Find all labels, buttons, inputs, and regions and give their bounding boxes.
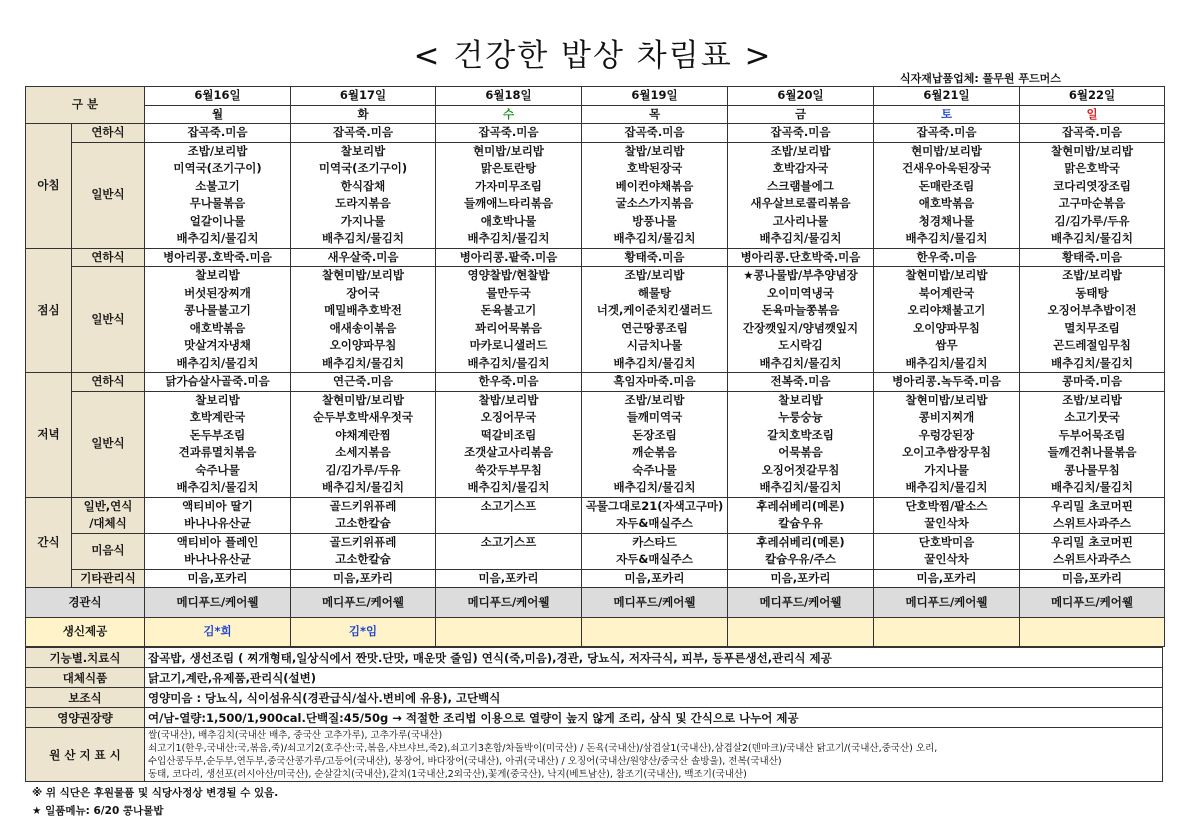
menu-item: 청경채나물 — [918, 213, 975, 228]
menu-item: 배추김치/물김치 — [467, 355, 550, 370]
snack-other-cell: 미음,포카리 — [874, 569, 1020, 588]
menu-item: 찰밥/보리밥 — [478, 392, 539, 407]
menu-item: 가지나물 — [924, 462, 969, 477]
menu-item: 간장깻잎지/양념깻잎지 — [742, 320, 859, 335]
birthday-cell: 김*임 — [291, 618, 436, 647]
date-tue: 6월17일 — [291, 87, 436, 106]
menu-item: 배추김치/물김치 — [905, 355, 988, 370]
menu-item: 해물탕 — [637, 285, 672, 300]
origin-label: 원 산 지 표 시 — [26, 728, 145, 782]
info-text: 여/남-열량:1,500/1,900cal.단백질:45/50g → 적절한 조리법 이용으로 열량이 높지 않게 조리, 삼식 및 간식으로 나누어 제공 — [145, 708, 1163, 728]
menu-item: 돈육불고기 — [480, 303, 537, 317]
menu-item: 후레쉬베리(메론) — [756, 534, 845, 549]
menu-item: 배추김치/물김치 — [1051, 231, 1133, 245]
breakfast-general-cell — [582, 142, 728, 248]
menu-table — [25, 86, 1165, 647]
supplier-label: 식자재납품업체: 풀무원 푸드머스 — [900, 72, 1061, 85]
breakfast-soft-cell: 잡곡죽.미음 — [145, 124, 291, 143]
menu-item: 애호박나물 — [480, 213, 537, 228]
menu-item: 조밥/보리밥 — [624, 392, 685, 407]
menu-item: 애새송이볶음 — [329, 320, 397, 335]
breakfast-general-cell — [291, 142, 436, 248]
menu-item: 찰보리밥 — [195, 392, 240, 407]
menu-item: 도시락김 — [778, 338, 823, 352]
dinner-general-cell — [145, 391, 291, 497]
menu-item: 배추김치/물김치 — [322, 355, 404, 370]
menu-item: 배추김치/물김치 — [905, 480, 988, 494]
day-fri: 금 — [728, 105, 874, 124]
menu-item: 조밥/보리밥 — [1062, 268, 1122, 282]
menu-item: 호박된장국 — [626, 161, 683, 175]
lunch-soft-cell: 한우죽.미음 — [874, 248, 1020, 267]
menu-item: 오징어무국 — [480, 410, 537, 424]
tube-cell: 메디푸드/케어웰 — [728, 588, 874, 618]
menu-item: 방풍나물 — [632, 213, 677, 228]
menu-item: 곡물그대로21(자색고구마) — [585, 498, 724, 513]
menu-item: ★콩나물밥/부추양념장 — [743, 268, 858, 282]
info-label: 대체식품 — [26, 668, 145, 688]
dinner-soft-label: 연하식 — [72, 373, 145, 392]
lunch-general-cell — [436, 267, 582, 373]
info-text: 닭고기,계란,유제품,관리식(설변) — [145, 668, 1163, 688]
lunch-general-label: 일반식 — [72, 267, 145, 373]
menu-item: 오이미역냉국 — [767, 285, 834, 300]
menu-item: 깨순볶음 — [632, 445, 677, 459]
dinner-general-cell — [728, 391, 874, 497]
day-sun: 일 — [1020, 105, 1165, 124]
info-table — [25, 647, 1163, 782]
breakfast-soft-cell: 잡곡죽.미음 — [1020, 124, 1165, 143]
lunch-soft-cell: 병아리콩.팥죽.미음 — [436, 248, 582, 267]
menu-item: 호박계란국 — [189, 410, 246, 424]
birthday-cell — [1020, 618, 1165, 647]
tube-label: 경관식 — [26, 588, 145, 618]
birthday-cell — [582, 618, 728, 647]
menu-item: 쌈무 — [935, 338, 958, 352]
menu-item: 누룽숭늉 — [778, 410, 823, 424]
menu-item: 우렁강된장 — [918, 427, 975, 442]
menu-item: 배추김치/물김치 — [176, 480, 259, 494]
menu-item: 오리야채불고기 — [907, 303, 986, 317]
breakfast-general-cell — [1020, 142, 1165, 248]
menu-item: 애호박볶음 — [918, 196, 975, 210]
menu-item: 조밥/보리밥 — [770, 143, 831, 158]
menu-item: 오이양파무침 — [329, 338, 397, 352]
menu-item: 곤드레절임무침 — [1053, 338, 1131, 352]
menu-item: 조갯살고사리볶음 — [464, 445, 553, 459]
dinner-soft-cell: 연근죽.미음 — [291, 373, 436, 392]
menu-item: 배추김치/물김치 — [176, 355, 259, 370]
snack-general-label-line: /대체식 — [89, 516, 127, 530]
menu-item: 스위트사과주스 — [1053, 516, 1131, 530]
breakfast-soft-cell: 잡곡죽.미음 — [436, 124, 582, 143]
origin-line: 동태, 코다리, 생선포(러시아산/미국산), 순살갈치(국내산),갈치(1국내산,2외국산),꽃게(중국산), 낙지(베트남산), 참조기(국내산), 백조기(국내산) — [148, 768, 747, 780]
breakfast-label: 아침 — [26, 124, 72, 249]
menu-item: 액티비아 딸기 — [182, 498, 253, 513]
dinner-general-cell — [291, 391, 436, 497]
menu-item: 배추김치/물김치 — [322, 480, 404, 494]
menu-item: 후레쉬베리(메론) — [756, 498, 845, 513]
day-wed: 수 — [436, 105, 582, 124]
lunch-soft-label: 연하식 — [72, 248, 145, 267]
menu-item: 들깨건취나물볶음 — [1047, 445, 1137, 459]
special-menu-note: ★ 일품메뉴: 6/20 콩나물밥 — [32, 805, 164, 817]
menu-item: 건새우아욱된장국 — [902, 161, 991, 175]
dinner-soft-cell: 한우죽.미음 — [436, 373, 582, 392]
lunch-soft-cell: 새우살죽.미음 — [291, 248, 436, 267]
dinner-general-label: 일반식 — [72, 391, 145, 497]
breakfast-general-cell — [145, 142, 291, 248]
dinner-soft-cell: 콩마죽.미음 — [1020, 373, 1165, 392]
lunch-general-cell — [582, 267, 728, 373]
menu-item: 현미밥/보리밥 — [473, 143, 544, 158]
tube-cell: 메디푸드/케어웰 — [145, 588, 291, 618]
dinner-general-cell — [874, 391, 1020, 497]
menu-item: 우리밀 초코머핀 — [1051, 498, 1133, 513]
dinner-label: 저녁 — [26, 373, 72, 498]
menu-item: 소세지볶음 — [335, 445, 391, 459]
menu-item: 무나물볶음 — [189, 196, 246, 210]
menu-item: 소고기스프 — [480, 534, 537, 549]
menu-item: 골드키위퓨레 — [329, 498, 397, 513]
day-sat: 토 — [874, 105, 1020, 124]
menu-item: 시금치나물 — [626, 338, 683, 352]
menu-item: 가자미무조림 — [475, 178, 542, 193]
menu-item: 카스타드 — [632, 534, 677, 549]
menu-item: 콩나물무침 — [1064, 462, 1120, 477]
birthday-cell — [874, 618, 1020, 647]
menu-item: 조밥/보리밥 — [187, 143, 248, 158]
menu-item: 배추김치/물김치 — [759, 355, 842, 370]
snack-diet-cell — [291, 533, 436, 569]
breakfast-soft-cell: 잡곡죽.미음 — [291, 124, 436, 143]
menu-item: 애호박볶음 — [189, 320, 246, 335]
menu-item: 꽈리어묵볶음 — [475, 320, 542, 335]
snack-general-label-line: 일반,연식 — [83, 498, 133, 513]
menu-item: 콩나물불고기 — [184, 303, 251, 317]
lunch-general-cell — [874, 267, 1020, 373]
origin-line: 쇠고기1(한우,국내산:국,볶음,죽)/쇠고기2(호주산:국,볶음,샤브샤브,죽2),쇠고기3혼합/차돌박이(미국산) / 돈육(국내산)/삼겹살1(국내산),삼겹살2(덴마크)/국내산 닭고기/(국내산,중국산) 오리, — [148, 742, 938, 754]
dinner-general-cell — [582, 391, 728, 497]
origin-line: 쌀(국내산), 배추김치(국내산 배추, 중국산 고추가루), 고추가루(국내산) — [148, 729, 443, 741]
date-wed: 6월18일 — [436, 87, 582, 106]
breakfast-general-cell — [874, 142, 1020, 248]
date-thu: 6월19일 — [582, 87, 728, 106]
day-mon: 월 — [145, 105, 291, 124]
menu-item: 숙주나물 — [632, 462, 677, 477]
menu-item: 액티비아 플레인 — [176, 534, 259, 549]
menu-item: 배추김치/물김치 — [467, 231, 550, 245]
menu-item: 물만두국 — [486, 285, 531, 300]
date-sun: 6월22일 — [1020, 87, 1165, 106]
menu-item: 미역국(조기구이) — [173, 161, 262, 175]
tube-cell: 메디푸드/케어웰 — [1020, 588, 1165, 618]
menu-item: 고사리나물 — [772, 213, 829, 228]
menu-item: 쑥갓두부무침 — [475, 462, 542, 477]
lunch-soft-cell: 병아리콩.호박죽.미음 — [145, 248, 291, 267]
dinner-general-cell — [1020, 391, 1165, 497]
menu-item: 현미밥/보리밥 — [911, 143, 982, 158]
snack-general-cell — [1020, 497, 1165, 533]
menu-item: 들깨애느타리볶음 — [464, 196, 553, 210]
menu-item: 야채계란찜 — [335, 427, 391, 442]
menu-item: 스크램블에그 — [767, 178, 834, 193]
lunch-general-cell — [291, 267, 436, 373]
menu-item: 배추김치/물김치 — [176, 231, 259, 245]
menu-item: 소불고기 — [195, 178, 240, 193]
gubun-header: 구 분 — [26, 87, 145, 124]
menu-item: 찰보리밥 — [778, 392, 823, 407]
breakfast-soft-cell: 잡곡죽.미음 — [874, 124, 1020, 143]
menu-item: 장어국 — [346, 285, 380, 300]
menu-item: 찰보리밥 — [195, 268, 240, 282]
dinner-soft-cell: 병아리콩.녹두죽.미음 — [874, 373, 1020, 392]
menu-item: 소고기뭇국 — [1064, 410, 1120, 424]
tube-cell: 메디푸드/케어웰 — [874, 588, 1020, 618]
menu-item: 맑은토란탕 — [480, 161, 537, 175]
lunch-general-cell — [1020, 267, 1165, 373]
day-tue: 화 — [291, 105, 436, 124]
menu-item: 골드키위퓨레 — [329, 534, 397, 549]
snack-general-label — [72, 497, 145, 533]
menu-item: 숙주나물 — [195, 462, 240, 477]
menu-item: 우리밀 초코머핀 — [1051, 534, 1133, 549]
snack-diet-cell — [1020, 533, 1165, 569]
dinner-soft-cell: 닭가슴살사골죽.미음 — [145, 373, 291, 392]
menu-item: 단호박미음 — [918, 534, 975, 549]
menu-item: 김/김가루/두유 — [325, 462, 401, 477]
menu-item: 버섯된장찌개 — [184, 285, 251, 300]
info-label: 기능별.치료식 — [26, 648, 145, 668]
info-text: 영양미음 : 당뇨식, 식이섬유식(경관급식/설사.변비에 유용), 고단백식 — [145, 688, 1163, 708]
menu-item: 떡갈비조림 — [480, 427, 537, 442]
lunch-soft-cell: 황태죽.미음 — [582, 248, 728, 267]
snack-other-cell: 미음,포카리 — [145, 569, 291, 588]
menu-item: 자두&매실주스 — [616, 552, 693, 566]
menu-item: 찰보리밥 — [340, 143, 386, 158]
menu-item: 칼슘우유 — [778, 516, 823, 530]
tube-cell: 메디푸드/케어웰 — [582, 588, 728, 618]
snack-other-cell: 미음,포카리 — [1020, 569, 1165, 588]
lunch-soft-cell: 황태죽.미음 — [1020, 248, 1165, 267]
birthday-label: 생신제공 — [26, 618, 145, 647]
breakfast-soft-cell: 잡곡죽.미음 — [728, 124, 874, 143]
menu-item: 베이컨야채볶음 — [615, 178, 694, 193]
menu-item: 도라지볶음 — [335, 196, 391, 210]
snack-diet-cell — [145, 533, 291, 569]
menu-item: 칼슘우유/주스 — [765, 552, 836, 566]
snack-general-cell — [582, 497, 728, 533]
snack-diet-cell — [582, 533, 728, 569]
menu-item: 찰현미밥/보리밥 — [322, 392, 404, 407]
snack-other-label: 기타관리식 — [72, 569, 145, 588]
snack-other-cell: 미음,포카리 — [291, 569, 436, 588]
menu-item: 가지나물 — [340, 213, 386, 228]
menu-item: 돈장조림 — [632, 427, 677, 442]
menu-item: 미역국(조기구이) — [318, 161, 408, 175]
menu-item: 돈두부조림 — [189, 427, 246, 442]
breakfast-soft-label: 연하식 — [72, 124, 145, 143]
snack-general-cell — [874, 497, 1020, 533]
menu-item: 돈육마늘쫑볶음 — [761, 303, 840, 317]
menu-item: 찰현미밥/보리밥 — [905, 268, 988, 282]
page-title: < 건강한 밥상 차림표 > — [413, 38, 773, 74]
menu-item: 새우살브로콜리볶음 — [750, 196, 851, 210]
menu-item: 조밥/보리밥 — [1062, 392, 1122, 407]
tube-cell: 메디푸드/케어웰 — [436, 588, 582, 618]
menu-item: 꿀인삭차 — [924, 516, 969, 530]
menu-item: 바나나유산균 — [184, 516, 251, 530]
birthday-cell: 김*희 — [145, 618, 291, 647]
menu-item: 콩비지찌개 — [918, 410, 975, 424]
menu-item: 오이양파무침 — [913, 320, 980, 335]
snack-general-cell — [728, 497, 874, 533]
menu-item: 찰현미밥/보리밥 — [905, 392, 988, 407]
info-text: 잡곡밥, 생선조림 ( 찌개형태,일상식에서 짠맛.단맛, 매운맛 줄임) 연식(죽,미음),경관, 당뇨식, 저자극식, 피부, 등푸른생선,관리식 제공 — [145, 648, 1163, 668]
snack-general-cell — [436, 497, 582, 533]
menu-item: 오징어부추밥이전 — [1047, 303, 1137, 317]
menu-item: 맑은호박국 — [1064, 161, 1120, 175]
menu-item: 고소한칼슘 — [335, 552, 391, 566]
origin-text — [145, 728, 1163, 782]
lunch-label: 점심 — [26, 248, 72, 373]
menu-item: 두부어묵조림 — [1058, 427, 1126, 442]
menu-item: 배추김치/물김치 — [905, 231, 988, 245]
menu-item: 찰현미밥/보리밥 — [322, 268, 404, 282]
info-label: 영양권장량 — [26, 708, 145, 728]
birthday-cell — [728, 618, 874, 647]
dinner-general-cell — [436, 391, 582, 497]
lunch-soft-cell: 병아리콩.단호박죽.미음 — [728, 248, 874, 267]
menu-item: 배추김치/물김치 — [1051, 355, 1133, 370]
menu-item: 고소한칼슘 — [335, 516, 391, 530]
snack-diet-cell — [874, 533, 1020, 569]
menu-item: 갈치호박조림 — [767, 427, 834, 442]
menu-item: 순두부호박새우젓국 — [313, 410, 413, 424]
date-mon: 6월16일 — [145, 87, 291, 106]
menu-item: 배추김치/물김치 — [759, 480, 842, 494]
menu-item: 배추김치/물김치 — [759, 231, 842, 245]
menu-item: 너겟,케이준치킨샐러드 — [596, 303, 713, 317]
menu-item: 호박감자국 — [772, 161, 829, 175]
day-thu: 목 — [582, 105, 728, 124]
snack-general-cell — [291, 497, 436, 533]
dinner-soft-cell: 전복죽.미음 — [728, 373, 874, 392]
breakfast-general-cell — [728, 142, 874, 248]
menu-item: 북어계란국 — [918, 285, 975, 300]
snack-label: 간식 — [26, 497, 72, 588]
menu-item: 김/김가루/두유 — [1054, 213, 1130, 228]
breakfast-general-cell — [436, 142, 582, 248]
menu-item: 코다리엿장조림 — [1053, 178, 1131, 193]
menu-item: 배추김치/물김치 — [322, 231, 404, 245]
snack-other-cell: 미음,포카리 — [582, 569, 728, 588]
menu-item: 바나나유산균 — [184, 552, 251, 566]
menu-item: 배추김치/물김치 — [613, 355, 696, 370]
tube-cell: 메디푸드/케어웰 — [291, 588, 436, 618]
date-fri: 6월20일 — [728, 87, 874, 106]
menu-item: 소고기스프 — [480, 498, 537, 513]
breakfast-soft-cell: 잡곡죽.미음 — [582, 124, 728, 143]
menu-item: 영양찰밥/현찰밥 — [467, 268, 550, 282]
date-sat: 6월21일 — [874, 87, 1020, 106]
snack-diet-cell — [436, 533, 582, 569]
birthday-cell — [436, 618, 582, 647]
menu-item: 견과류멸치볶음 — [178, 445, 257, 459]
lunch-general-cell — [145, 267, 291, 373]
menu-item: 멸치무조림 — [1064, 320, 1120, 335]
menu-item: 배추김치/물김치 — [1051, 480, 1133, 494]
snack-other-cell: 미음,포카리 — [728, 569, 874, 588]
menu-item: 오징어젓갈무침 — [761, 462, 840, 477]
menu-item: 조밥/보리밥 — [624, 268, 685, 282]
change-notice: ※ 위 식단은 후원물품 및 식당사정상 변경될 수 있음. — [32, 787, 279, 799]
snack-general-cell — [145, 497, 291, 533]
menu-item: 오이고추쌈장무침 — [902, 445, 991, 459]
menu-item: 스위트사과주스 — [1053, 552, 1131, 566]
menu-item: 단호박찜/팥소스 — [905, 498, 988, 513]
menu-item: 찰현미밥/보리밥 — [1051, 143, 1133, 158]
menu-item: 맛살겨자냉채 — [184, 338, 251, 352]
menu-item: 굴소스가지볶음 — [615, 196, 694, 210]
snack-diet-label: 미음식 — [72, 533, 145, 569]
breakfast-general-label: 일반식 — [72, 142, 145, 248]
snack-other-cell: 미음,포카리 — [436, 569, 582, 588]
menu-item: 배추김치/물김치 — [613, 231, 696, 245]
menu-item: 찰밥/보리밥 — [624, 143, 685, 158]
origin-line: 수입산콩두부,순두부,연두부,중국산콩가루/고등어(국내산), 붕장어, 바다장어(국내산), 아귀(국내산) / 오징어(국내산/원양산/중국산 솔방울), 전복(국내산) — [148, 755, 782, 767]
menu-item: 배추김치/물김치 — [467, 480, 550, 494]
menu-item: 자두&매실주스 — [616, 516, 693, 530]
menu-item: 연근땅콩조림 — [621, 320, 688, 335]
menu-item: 한식잡채 — [340, 178, 386, 193]
menu-item: 마카로니샐러드 — [469, 338, 548, 352]
dinner-soft-cell: 흑임자마죽.미음 — [582, 373, 728, 392]
lunch-general-cell — [728, 267, 874, 373]
snack-diet-cell — [728, 533, 874, 569]
menu-item: 얼갈이나물 — [189, 213, 246, 228]
menu-item: 들깨미역국 — [626, 410, 683, 424]
menu-item: 꿀인삭차 — [924, 552, 969, 566]
menu-item: 돈매란조림 — [918, 178, 975, 193]
menu-item: 배추김치/물김치 — [613, 480, 696, 494]
menu-item: 메밀배추호박전 — [324, 303, 402, 317]
menu-item: 어묵볶음 — [778, 445, 823, 459]
menu-item: 동태탕 — [1075, 285, 1109, 300]
info-label: 보조식 — [26, 688, 145, 708]
menu-item: 고구마순볶음 — [1058, 196, 1126, 210]
